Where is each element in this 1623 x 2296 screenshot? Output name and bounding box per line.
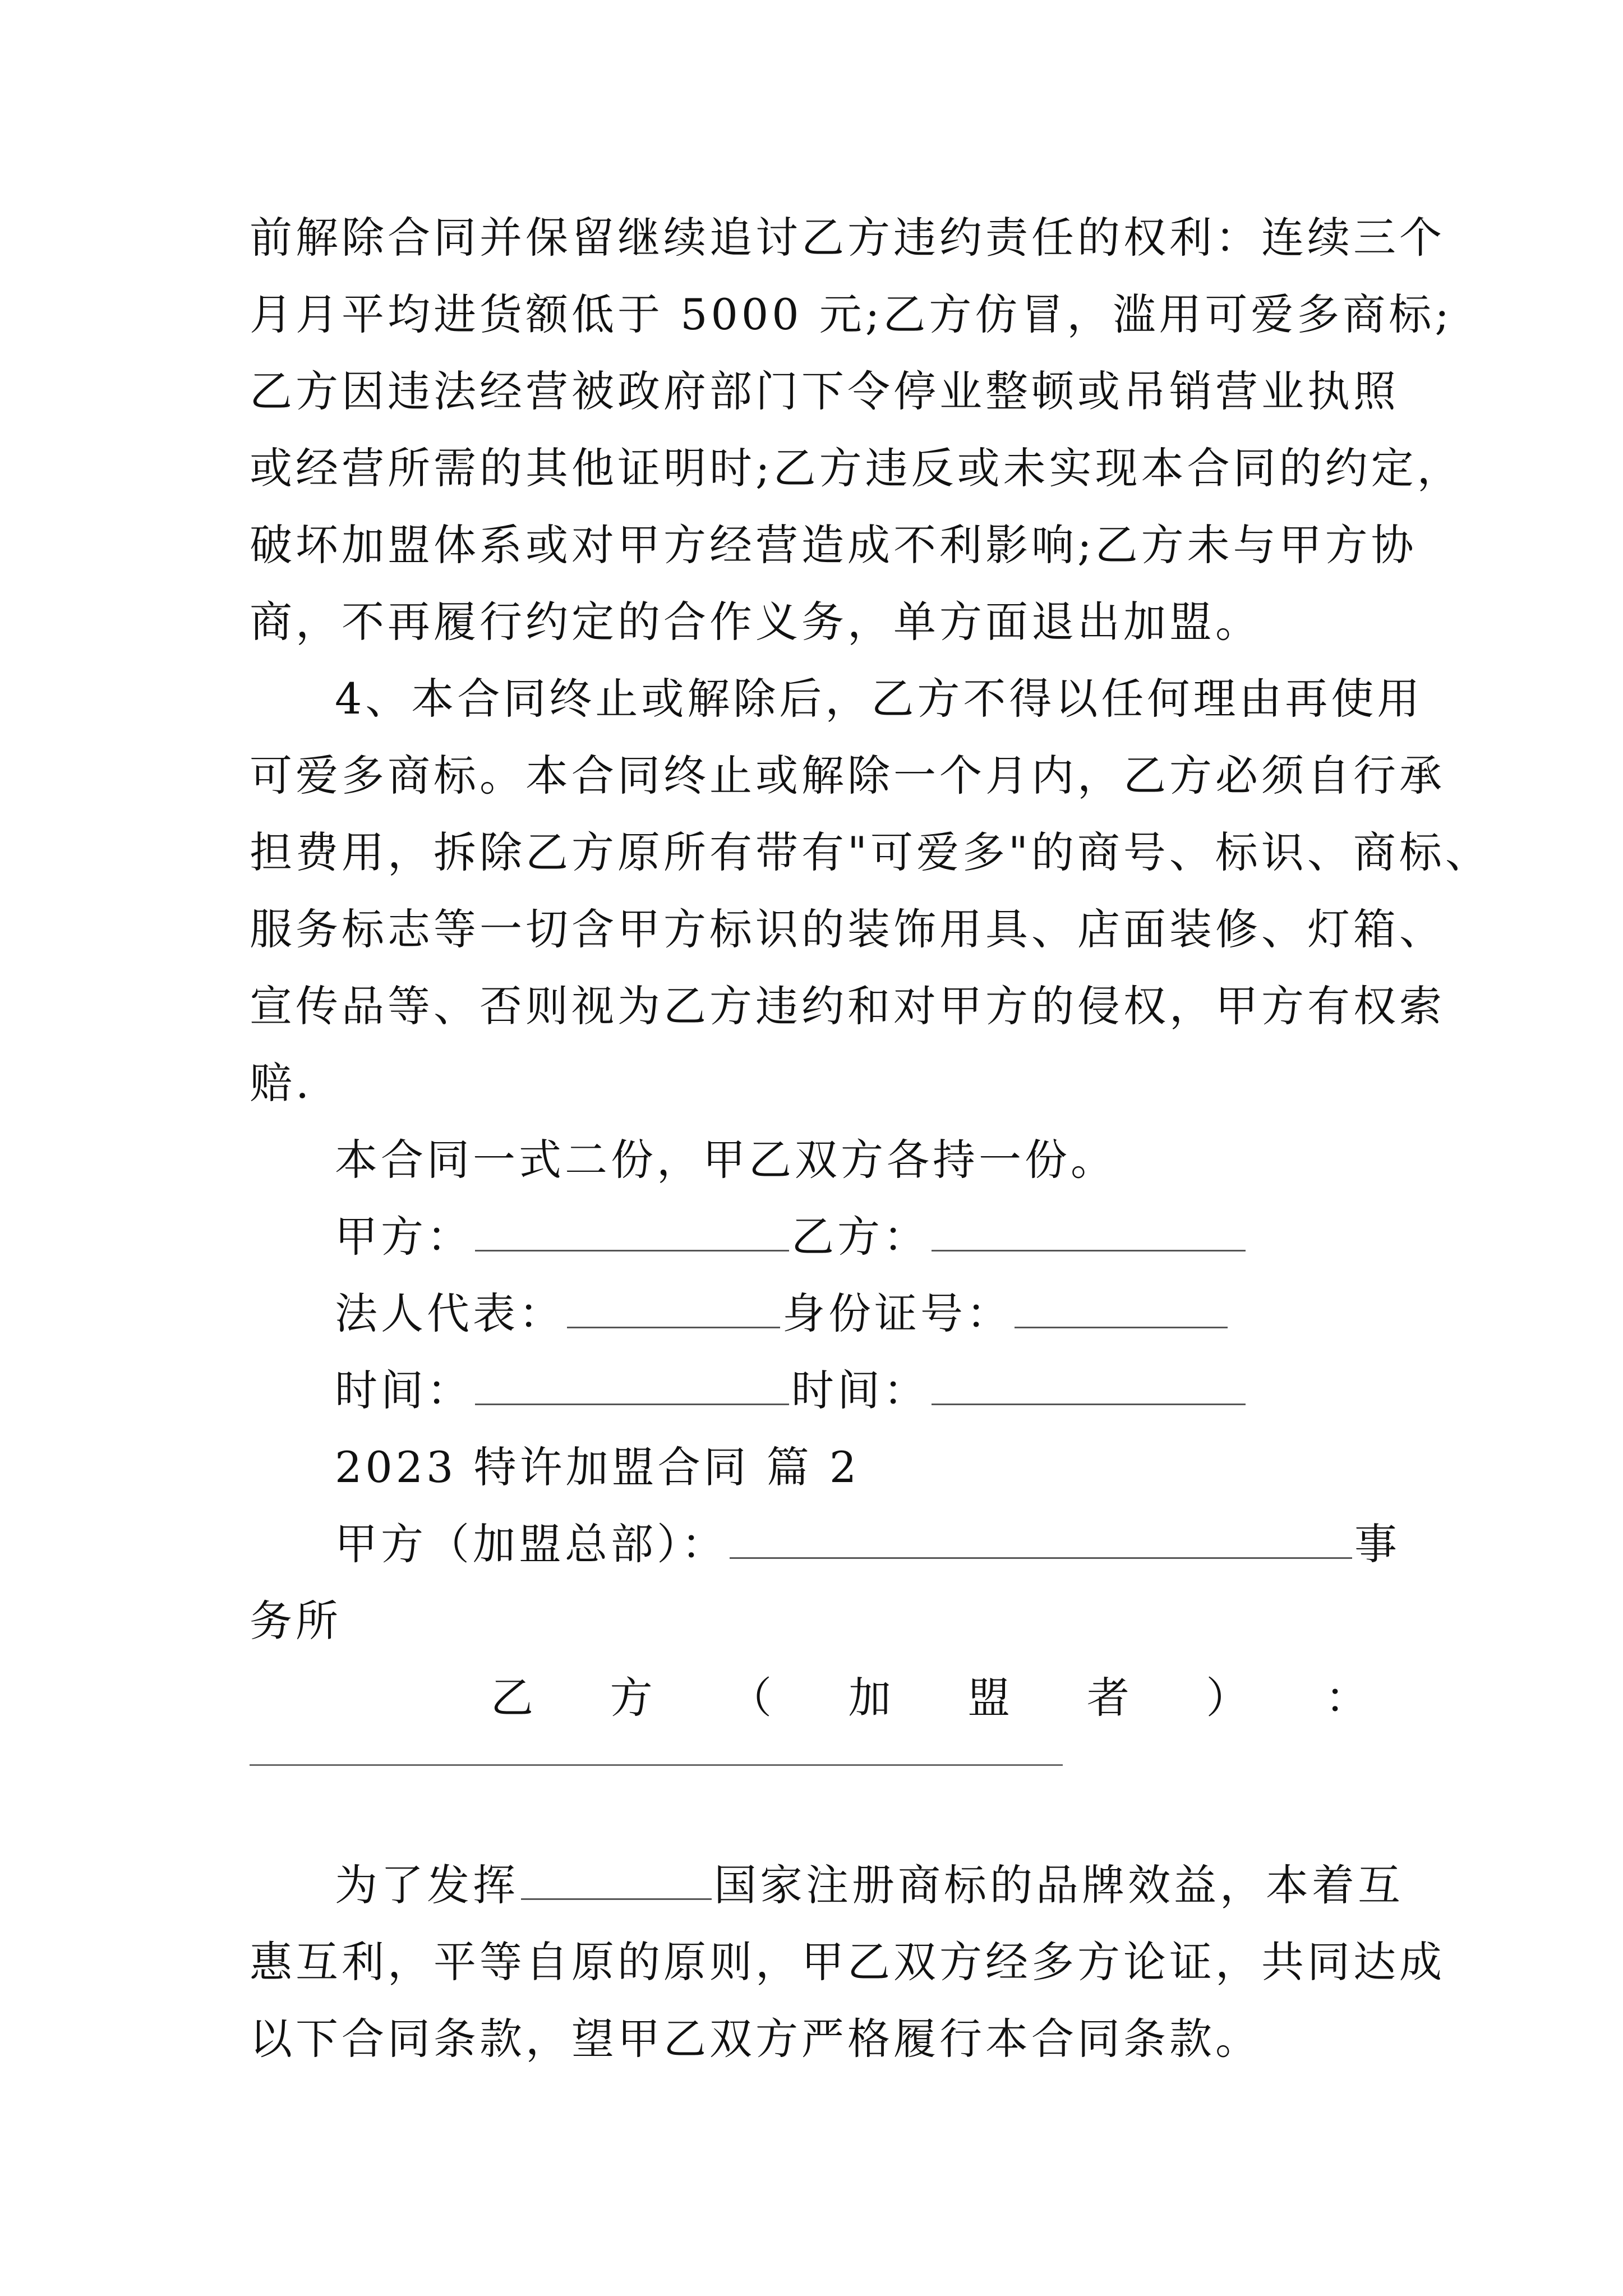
body-line: 前解除合同并保留继续追讨乙方违约责任的权利：连续三个 (250, 213, 1445, 263)
intro-line (250, 1847, 1404, 1924)
hq-label: 甲方（加盟总部）： (335, 1519, 727, 1569)
franchisee-blank[interactable] (250, 1764, 1063, 1766)
legal-rep-blank[interactable] (567, 1287, 780, 1328)
body-line: 月月平均进货额低于 5000 元;乙方仿冒，滥用可爱多商标; (250, 289, 1453, 339)
party-b-blank[interactable] (932, 1211, 1246, 1251)
franchisee-char: 者 (1086, 1673, 1133, 1723)
franchisee-char: 乙 (491, 1673, 537, 1723)
intro-start: 为了发挥 (335, 1860, 519, 1910)
clause-4-line: 担费用，拆除乙方原所有带有"可爱多"的商号、标识、商标、 (250, 827, 1491, 877)
body-line: 破坏加盟体系或对甲方经营造成不利影响;乙方未与甲方协 (250, 520, 1417, 570)
hq-line (250, 1506, 1400, 1582)
trademark-blank[interactable] (521, 1859, 712, 1900)
hq-suffix: 事 (1354, 1519, 1400, 1569)
clause-4-line: 服务标志等一切含甲方标识的装饰用具、店面装修、灯箱、 (250, 904, 1445, 954)
franchisee-blank-line (250, 1736, 1388, 1813)
id-number-label: 身份证号： (782, 1289, 1012, 1338)
clause-4-line: 宣传品等、否则视为乙方违约和对甲方的侵权，甲方有权索 (250, 981, 1445, 1031)
franchisee-char: （ (729, 1673, 776, 1723)
body-line: 乙方因违法经营被政府部门下令停业整顿或吊销营业执照 (250, 366, 1399, 416)
copies-statement: 本合同一式二份，甲乙双方各持一份。 (335, 1135, 1117, 1185)
time-a-blank[interactable] (475, 1364, 789, 1405)
id-number-blank[interactable] (1015, 1287, 1228, 1328)
clause-4-line: 赔. (250, 1058, 313, 1108)
franchisee-char: 盟 (967, 1673, 1014, 1723)
franchisee-char: ） (1206, 1673, 1252, 1723)
section-title: 2023 特许加盟合同 篇 2 (335, 1442, 860, 1492)
intro-rest: 国家注册商标的品牌效益，本着互 (714, 1860, 1404, 1910)
franchisee-char: ： (1325, 1673, 1371, 1723)
body-line: 或经营所需的其他证明时;乙方违反或未实现本合同的约定， (250, 443, 1463, 493)
party-a-label: 甲方： (335, 1212, 473, 1262)
intro-line: 惠互利，平等自原的原则，甲乙双方经多方论证，共同达成 (250, 1937, 1445, 1987)
body-line: 商，不再履行约定的合作义务，单方面退出加盟。 (250, 597, 1261, 647)
party-a-blank[interactable] (475, 1211, 789, 1251)
hq-continuation: 务所 (250, 1596, 342, 1646)
franchisee-line (250, 1659, 1388, 1736)
signature-row-time (250, 1352, 1388, 1429)
signature-row-parties (250, 1198, 1388, 1275)
contract-page (250, 199, 1491, 2077)
time-b-label: 时间： (791, 1365, 929, 1415)
time-b-blank[interactable] (932, 1364, 1246, 1405)
intro-line: 以下合同条款，望甲乙双方严格履行本合同条款。 (250, 2014, 1261, 2064)
party-b-label: 乙方： (791, 1212, 929, 1262)
clause-4-line: 可爱多商标。本合同终止或解除一个月内，乙方必须自行承 (250, 751, 1445, 800)
franchisee-char: 加 (848, 1673, 895, 1723)
signature-row-legal (250, 1275, 1388, 1352)
time-a-label: 时间： (335, 1365, 473, 1415)
legal-rep-label: 法人代表： (335, 1289, 565, 1338)
franchisee-char: 方 (610, 1673, 656, 1723)
clause-4-line: 4、本合同终止或解除后，乙方不得以任何理由再使用 (335, 674, 1423, 724)
hq-blank[interactable] (730, 1518, 1352, 1559)
